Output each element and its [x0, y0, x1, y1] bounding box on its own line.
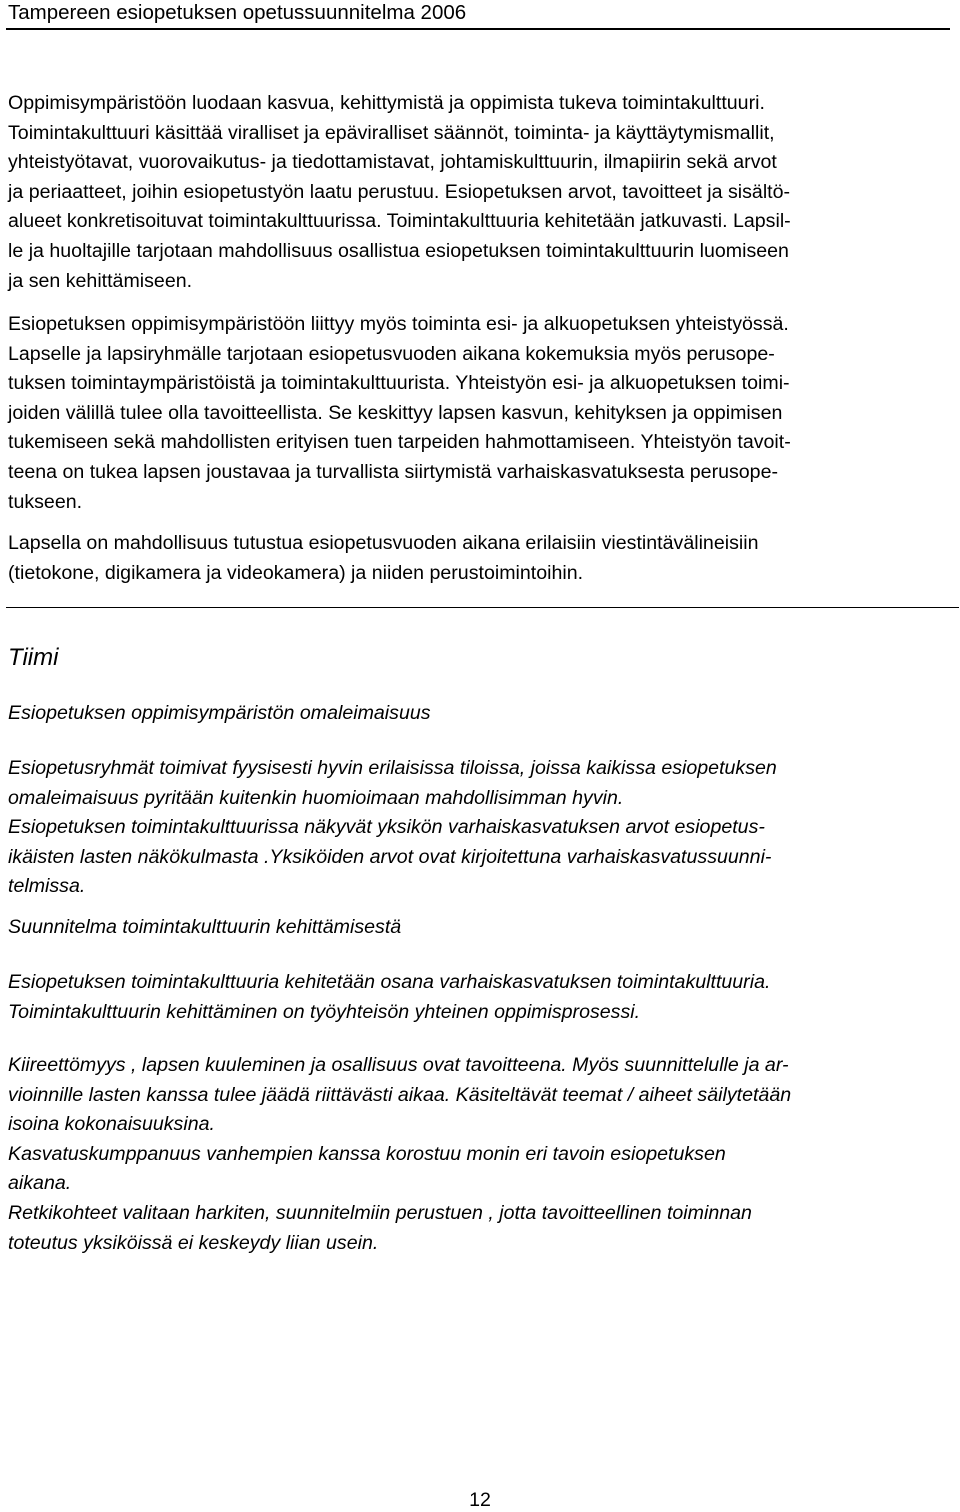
text-line: aikana.	[8, 1172, 72, 1195]
text-line: Esiopetuksen oppimisympäristöön liittyy myös toiminta esi- ja alkuopetuksen yhteistyössä.	[8, 313, 789, 335]
header-divider	[6, 28, 950, 30]
text-line: Esiopetusryhmät toimivat fyysisesti hyvin erilaisissa tiloissa, joissa kaikissa esiopetuksen	[8, 757, 777, 779]
text-line: alueet konkretisoituvat toimintakulttuurissa. Toimintakulttuuria kehitetään jatkuvasti. Lapsil-	[8, 210, 791, 233]
text-line: isoina kokonaisuuksina.	[8, 1113, 215, 1136]
text-line: tuksen toimintaympäristöistä ja toimintakulttuurista. Yhteistyön esi- ja alkuopetuksen toimi-	[8, 372, 790, 395]
text-line: ja periaatteet, joihin esiopetustyön laatu perustuu. Esiopetuksen arvot, tavoitteet ja sisältö-	[8, 180, 791, 203]
text-line: tukseen.	[8, 490, 83, 513]
section-title: Tiimi	[8, 644, 59, 671]
text-line: tukemiseen sekä mahdollisten erityisen tuen tarpeiden hahmottamiseen. Yhteistyön tavoit-	[8, 431, 791, 454]
text-line: ikäisten lasten näkökulmasta .Yksiköiden arvot ovat kirjoitettuna varhaiskasvatussuunni-	[8, 845, 772, 868]
text-line: (tietokone, digikamera ja videokamera) ja niiden perustoimintoihin.	[8, 561, 584, 584]
text-line: Lapsella on mahdollisuus tutustua esiopetusvuoden aikana erilaisiin viestintävälineisiin	[8, 532, 759, 554]
paragraph-media-devices	[8, 529, 952, 588]
text-line: Kiireettömyys , lapsen kuuleminen ja osallisuus ovat tavoitteena. Myös suunnittelulle ja ar-	[8, 1054, 789, 1076]
text-line: joiden välillä tulee olla tavoitteellista. Se keskittyy lapsen kasvun, kehityksen ja oppimisen	[8, 401, 783, 424]
subheading-uniqueness	[8, 699, 952, 729]
subheading-text: Esiopetuksen oppimisympäristön omaleimaisuus	[8, 702, 431, 724]
text-line: le ja huoltajille tarjotaan mahdollisuus osallistua esiopetuksen toimintakulttuurin luomiseen	[8, 239, 789, 262]
text-line: omaleimaisuus pyritään kuitenkin huomioimaan mahdollisimman hyvin.	[8, 786, 624, 809]
text-line: Oppimisympäristöön luodaan kasvua, kehittymistä ja oppimista tukeva toimintakulttuuri.	[8, 92, 765, 114]
subheading-text: Suunnitelma toimintakulttuurin kehittämisestä	[8, 916, 402, 938]
text-line: Lapselle ja lapsiryhmälle tarjotaan esiopetusvuoden aikana kokemuksia myös perusope-	[8, 342, 775, 365]
text-line: Toimintakulttuuri käsittää viralliset ja epäviralliset säännöt, toiminta- ja käyttäytymismallit,	[8, 121, 775, 144]
text-line: telmissa.	[8, 875, 86, 898]
paragraph-learning-environment	[8, 89, 952, 296]
paragraph-uniqueness	[8, 754, 952, 902]
paragraph-development	[8, 968, 952, 1027]
section-divider	[6, 607, 959, 608]
text-line: Esiopetuksen toimintakulttuurissa näkyvät yksikön varhaiskasvatuksen arvot esiopetus-	[8, 816, 765, 839]
paragraph-goals	[8, 1051, 952, 1258]
text-line: teena on tukea lapsen joustavaa ja turvallista siirtymistä varhaiskasvatuksesta perusope-	[8, 460, 779, 483]
text-line: yhteistyötavat, vuorovaikutus- ja tiedottamistavat, johtamiskulttuurin, ilmapiirin sekä arvot	[8, 151, 777, 174]
paragraph-cooperation	[8, 310, 952, 517]
text-line: ja sen kehittämiseen.	[8, 269, 193, 292]
text-line: vioinnille lasten kanssa tulee jäädä riittävästi aikaa. Käsiteltävät teemat / aiheet säilytetään	[8, 1083, 792, 1106]
page-number: 12	[469, 1489, 491, 1511]
text-line: Esiopetuksen toimintakulttuuria kehitetään osana varhaiskasvatuksen toimintakulttuuria.	[8, 971, 771, 993]
subheading-development-plan	[8, 913, 952, 943]
text-line: Retkikohteet valitaan harkiten, suunnitelmiin perustuen , jotta tavoitteellinen toiminnan	[8, 1201, 752, 1224]
text-line: Kasvatuskumppanuus vanhempien kanssa korostuu monin eri tavoin esiopetuksen	[8, 1142, 726, 1165]
text-line: Toimintakulttuurin kehittäminen on työyhteisön yhteinen oppimisprosessi.	[8, 1000, 641, 1023]
document-header-title: Tampereen esiopetuksen opetussuunnitelma 2006	[8, 1, 467, 24]
text-line: toteutus yksiköissä ei keskeydy liian usein.	[8, 1231, 379, 1254]
